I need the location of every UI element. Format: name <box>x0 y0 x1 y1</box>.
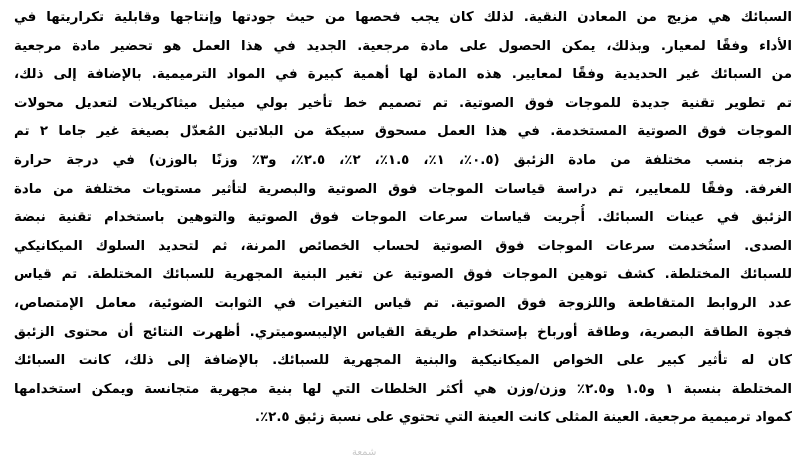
watermark: شمعة <box>352 447 377 458</box>
text-line: المختلطة بنسبة ١ و١.٥ و٢.٥٪ وزن/وزن هي أكثر الخلطات التي لها بنية مجهرية متجانسة ويمكن استخدامها <box>14 381 792 397</box>
text-line: السبائك هي مزيج من المعادن النقية. لذلك كان يجب فحصها من حيث جودتها وإنتاجها وقابلية تكراريتها في <box>14 10 792 25</box>
text-line: فجوة الطاقة البصرية، وطاقة أورباخ بإستخدام طريقة القياس الإليبسوميتري. أظهرت النتائج أن محتوى الزئبق <box>14 324 792 340</box>
text-line: كان له تأثير كبير على الخواص الميكانيكية والبنية المجهرية للسبائك. بالإضافة إلى ذلك، كانت السبائك <box>14 353 792 369</box>
text-line: عدد الروابط المتقاطعة واللزوجة فوق الصوتية. تم قياس التغيرات في الثوابت الضوئية، معامل الإمتصاص، <box>14 295 792 311</box>
text-line-last: كمواد ترميمية مرجعية. العينة المثلى كانت العينة التي تحتوي على نسبة زئبق ٢.٥٪. <box>254 410 792 426</box>
text-line: للسبائك المختلطة. كشف توهين الموجات فوق الصوتية عن تغير البنية المجهرية للسبائك المختلطة. تم قياس <box>14 267 792 283</box>
text-line: الموجات فوق الصوتية المستخدمة. في هذا العمل مسحوق سبيكة من البلاتين المُعدّل بصيغة غير جاما ٢ تم <box>14 124 792 140</box>
text-line: الصدى. استُخدمت سرعات الموجات فوق الصوتية لحساب الخصائص المرنة، ثم لتحديد السلوك الميكانيكي <box>14 238 792 254</box>
text-line: الأداء وفقًا لمعيار. وبذلك، يمكن الحصول على مادة مرجعية. الجديد في هذا العمل هو تحضير مادة مرجعية <box>14 38 792 54</box>
text-line: من السبائك غير الحديدية وفقًا لمعايير. هذه المادة لها أهمية كبيرة في المواد الترميمية. بالإضافة إلى ذلك، <box>14 67 792 83</box>
text-line: الزئبق في عينات السبائك. أُجريت قياسات سرعات الموجات فوق الصوتية والتوهين باستخدام تقنية نبضة <box>14 210 792 226</box>
text-line: مزجه بنسب مختلفة من مادة الزئبق (٠.٥٪، ١٪، ١.٥٪، ٢٪، ٢.٥٪، و٣٪ وزنًا بالوزن) في درجة حرارة <box>14 152 792 168</box>
text-line: تم تطوير تقنية جديدة للموجات فوق الصوتية. تم تصميم خط تأخير بولي ميثيل ميثاكريلات لتعديل محولات <box>14 95 792 111</box>
text-line: الغرفة. وفقًا للمعايير، تم دراسة قياسات الموجات فوق الصوتية والبصرية لتأثير مستويات مختلفة من مادة <box>14 181 792 197</box>
